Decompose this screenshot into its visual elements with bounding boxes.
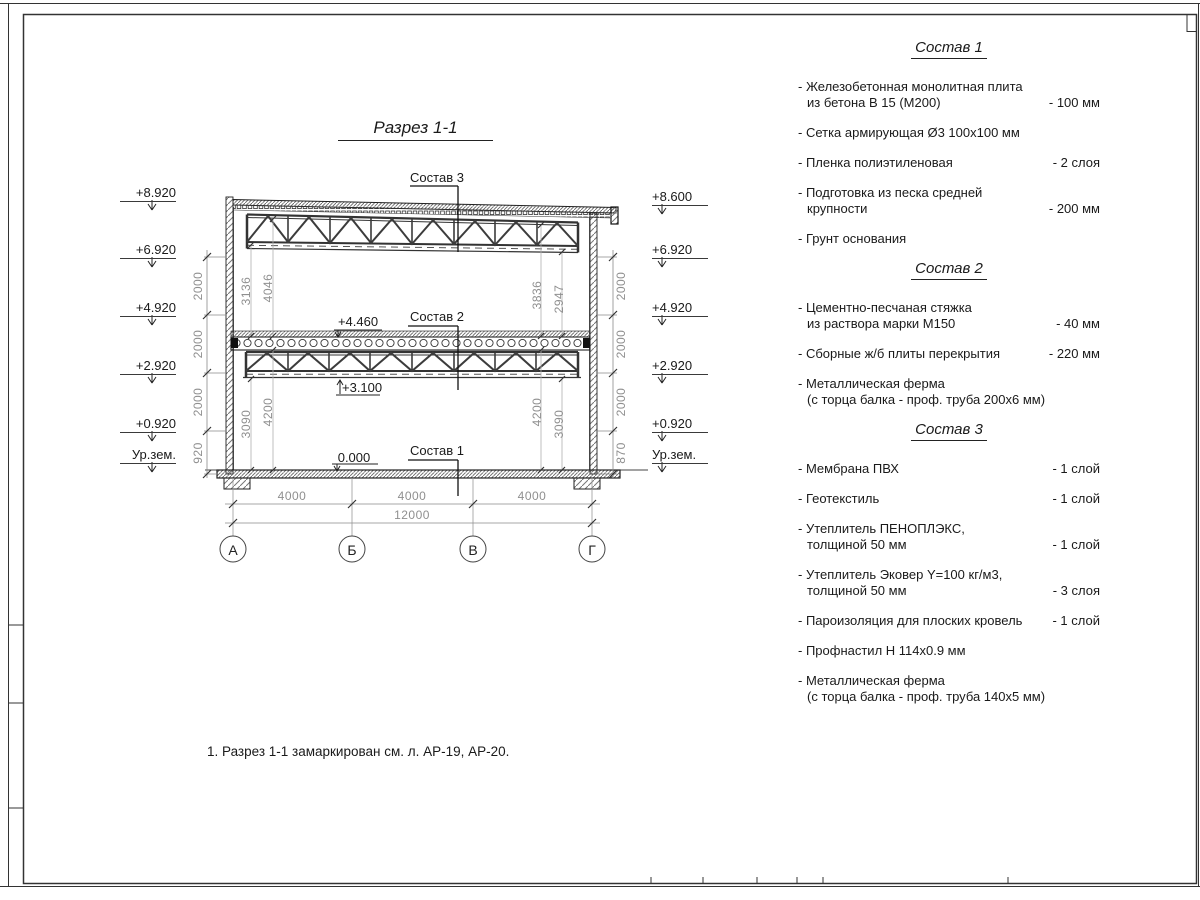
- foundation-pad-right: [574, 478, 600, 489]
- elevation-mark: +6.920: [652, 242, 708, 259]
- level-0000: 0.000: [337, 450, 371, 465]
- spec-item-line: из бетона В 15 (М200): [807, 95, 941, 110]
- spec-item-value: - 1 слой: [1052, 613, 1100, 628]
- spec-section-title: [798, 422, 1100, 441]
- dim-inner: 3090: [239, 409, 253, 439]
- dim-right-chain: 2000: [614, 271, 628, 301]
- spec-item-line: - Грунт основания: [798, 231, 907, 246]
- floor-screed: [231, 331, 590, 337]
- spec-item-value: - 1 слой: [1052, 537, 1100, 552]
- dim-right-chain: 2000: [614, 329, 628, 359]
- callout-sostav-3: Состав 3: [410, 170, 464, 185]
- spec-item: [798, 376, 1100, 408]
- spec-item-line: - Пленка полиэтиленовая: [798, 155, 953, 170]
- spec-item: [798, 491, 1100, 507]
- callout-sostav-1: Состав 1: [410, 443, 464, 458]
- elevation-mark: +0.920: [652, 416, 708, 433]
- spec-item-line: - Металлическая ферма: [798, 673, 945, 688]
- spec-item-line: - Утеплитель ПЕНОПЛЭКС,: [798, 521, 965, 536]
- spec-item-value: - 1 слой: [1052, 461, 1100, 476]
- spec-item-line: толщиной 50 мм: [807, 583, 907, 598]
- elevation-mark: +6.920: [120, 242, 176, 259]
- foundation-pad-left: [224, 478, 250, 489]
- spec-item: [798, 643, 1100, 659]
- axis-label-g: Г: [588, 542, 596, 558]
- spec-item-line: - Сборные ж/б плиты перекрытия: [798, 346, 1001, 361]
- elevation-mark: +8.920: [120, 185, 176, 202]
- dim-span: 4000: [397, 489, 427, 503]
- level-3100: +3.100: [342, 380, 383, 395]
- roof-assembly: [233, 200, 618, 253]
- spec-item: [798, 155, 1100, 171]
- spec-item-value: - 3 слоя: [1052, 583, 1100, 598]
- spec-item-line: толщиной 50 мм: [807, 537, 907, 552]
- roof-edge-fascia: [611, 207, 618, 224]
- spec-item: [798, 461, 1100, 477]
- hollow-core-slab: [231, 337, 590, 350]
- elevation-mark: +4.920: [652, 300, 708, 317]
- spec-title-text: Состав 1: [911, 40, 987, 59]
- spec-item-value: - 40 мм: [1056, 316, 1100, 331]
- title-block-ticks: [651, 877, 1008, 883]
- spec-item-line: - Цементно-песчаная стяжка: [798, 300, 972, 315]
- spec-item-value: - 100 мм: [1048, 95, 1100, 110]
- spec-item-line: из раствора марки М150: [807, 316, 956, 331]
- spec-item-line: - Пароизоляция для плоских кровель: [798, 613, 1023, 628]
- right-wall: [590, 213, 597, 474]
- axis-label-a: А: [228, 542, 238, 558]
- spec-item-line: - Мембрана ПВХ: [798, 461, 899, 476]
- dim-total: 12000: [394, 508, 430, 522]
- elevation-mark: Ур.зем.: [652, 447, 708, 464]
- spec-panel: [798, 30, 1100, 719]
- spec-item-line: (с торца балка - проф. труба 200х6 мм): [807, 392, 1046, 407]
- spec-item-line: - Железобетонная монолитная плита: [798, 79, 1023, 94]
- elevation-mark: +2.920: [120, 358, 176, 375]
- building-section: [148, 186, 666, 562]
- dim-span: 4000: [517, 489, 547, 503]
- spec-item-value: - 1 слой: [1052, 491, 1100, 506]
- spec-item: [798, 79, 1100, 111]
- axis-label-b: Б: [347, 542, 357, 558]
- spec-item-line: - Профнастил Н 114х0.9 мм: [798, 643, 966, 658]
- dim-inner: 3836: [530, 280, 544, 310]
- spec-item-value: - 220 мм: [1048, 346, 1100, 361]
- spec-item-value: - 200 мм: [1048, 201, 1100, 216]
- spec-item-line: крупности: [807, 201, 868, 216]
- spec-item: [798, 125, 1100, 141]
- spec-item-line: - Подготовка из песка средней: [798, 185, 983, 200]
- dim-inner: 4200: [261, 397, 275, 427]
- dim-inner: 3090: [552, 409, 566, 439]
- drawing-title: Разрез 1-1: [338, 118, 493, 141]
- dim-inner: 4046: [261, 273, 275, 303]
- floor-assembly: [231, 331, 590, 378]
- dim-left-chain: 920: [191, 442, 205, 464]
- dim-span: 4000: [277, 489, 307, 503]
- dim-left-chain: 2000: [191, 387, 205, 417]
- dim-right-chain: 870: [614, 442, 628, 464]
- spec-item-line: - Металлическая ферма: [798, 376, 945, 391]
- spec-item-line: - Геотекстиль: [798, 491, 880, 506]
- axis-label-v: В: [468, 542, 478, 558]
- callout-sostav-2: Состав 2: [410, 309, 464, 324]
- spec-item-line: - Утеплитель Эковер Y=100 кг/м3,: [798, 567, 1003, 582]
- dim-inner: 4200: [530, 397, 544, 427]
- spec-title-text: Состав 2: [911, 261, 987, 280]
- dim-inner: 2947: [552, 284, 566, 314]
- spec-item-line: - Сетка армирующая Ø3 100х100 мм: [798, 125, 1020, 140]
- elevation-mark: Ур.зем.: [120, 447, 176, 464]
- frame-corner-box: [1187, 15, 1197, 32]
- spec-item-value: - 2 слоя: [1052, 155, 1100, 170]
- spec-item: [798, 567, 1100, 599]
- spec-item: [798, 673, 1100, 705]
- spec-item: [798, 231, 1100, 247]
- ground-slab: [205, 470, 648, 489]
- elevation-mark: +0.920: [120, 416, 176, 433]
- spec-item: [798, 185, 1100, 217]
- spec-section-title: [798, 40, 1100, 59]
- dim-left-chain: 2000: [191, 329, 205, 359]
- spec-item: [798, 613, 1100, 629]
- spec-item: [798, 521, 1100, 553]
- sheet-note: 1. Разрез 1-1 замаркирован см. л. АР-19, АР-20.: [207, 744, 510, 759]
- elevation-mark: +8.600: [652, 189, 708, 206]
- dim-right-chain: 2000: [614, 387, 628, 417]
- spec-item: [798, 300, 1100, 332]
- spec-item: [798, 346, 1100, 362]
- dim-left-chain: 2000: [191, 271, 205, 301]
- elevation-mark: +4.920: [120, 300, 176, 317]
- elevation-mark: +2.920: [652, 358, 708, 375]
- dim-inner: 3136: [239, 276, 253, 306]
- spec-item-line: (с торца балка - проф. труба 140х5 мм): [807, 689, 1046, 704]
- level-4460: +4.460: [337, 314, 379, 329]
- spec-section-title: [798, 261, 1100, 280]
- spec-title-text: Состав 3: [911, 422, 987, 441]
